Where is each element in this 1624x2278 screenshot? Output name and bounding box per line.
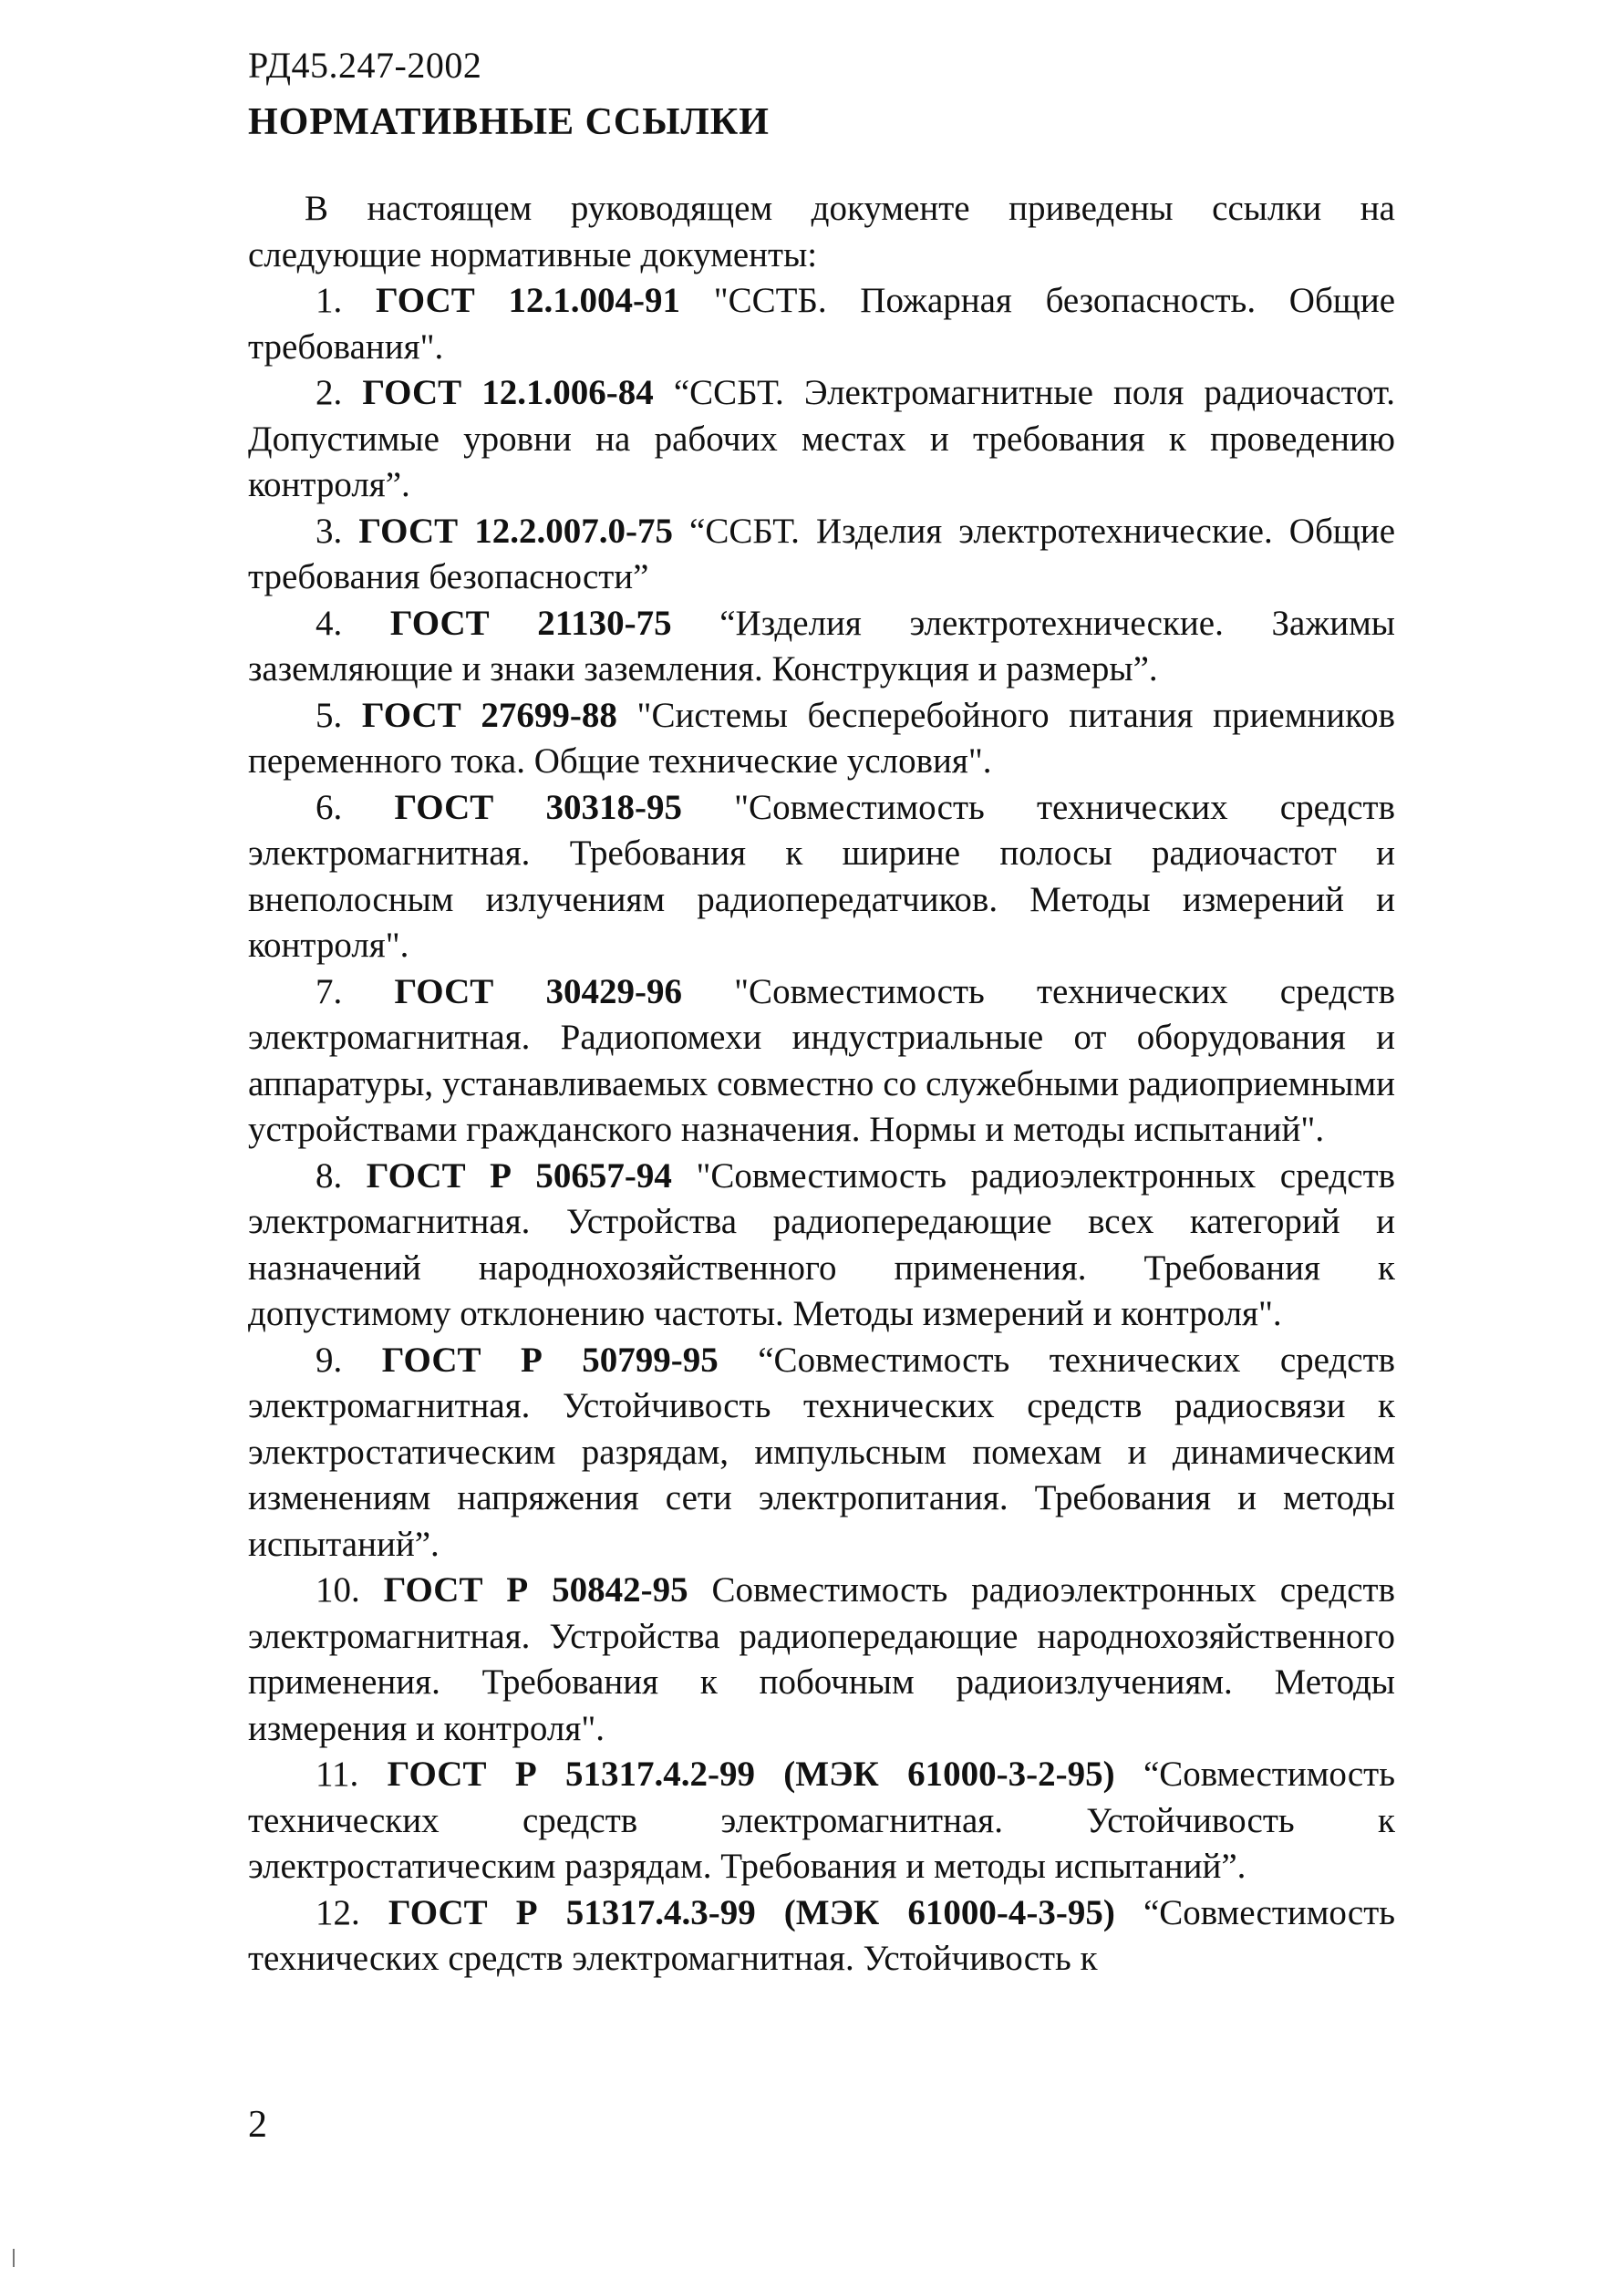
reference-item xyxy=(248,370,1395,509)
reference-title: "Совместимость технических средств электромагнитная. Радиопомехи индустриальные от оборудования и аппаратуры, устанавливаемых совместно со служебными радиоприемными устройствами гражданского назначения. Нормы и методы испытаний". xyxy=(248,971,1395,1149)
reference-code: ГОСТ 30318-95 xyxy=(394,787,682,827)
reference-item xyxy=(248,1338,1395,1569)
reference-number: 8. xyxy=(315,1155,343,1196)
reference-title: "Совместимость технических средств электромагнитная. Требования к ширине полосы радиочастот и внеполосным излучениям радиопередатчиков. Методы измерений и контроля". xyxy=(248,787,1395,965)
reference-item xyxy=(248,693,1395,785)
reference-number: 4. xyxy=(315,603,343,643)
reference-number: 11. xyxy=(315,1755,359,1794)
reference-title: “Изделия электротехнические. Зажимы заземляющие и знаки заземления. Конструкция и размеры”. xyxy=(248,603,1396,689)
reference-number: 6. xyxy=(315,787,343,827)
reference-number: 7. xyxy=(315,971,343,1011)
reference-number: 3. xyxy=(315,511,343,551)
references-body xyxy=(248,186,1395,1983)
reference-item xyxy=(248,1890,1395,1983)
reference-item xyxy=(248,1568,1395,1752)
reference-number: 9. xyxy=(315,1340,343,1380)
reference-code: ГОСТ 27699-88 xyxy=(361,695,617,735)
page-number: 2 xyxy=(248,2104,267,2146)
reference-title: "ССТБ. Пожарная безопасность. Общие требования". xyxy=(248,281,1396,367)
reference-code: ГОСТ 12.2.007.0-75 xyxy=(358,511,673,551)
reference-code: ГОСТ 12.1.006-84 xyxy=(362,373,654,412)
reference-item xyxy=(248,601,1395,693)
reference-code: ГОСТ Р 50799-95 xyxy=(381,1340,719,1380)
document-code: РД45.247-2002 xyxy=(248,45,482,86)
reference-title: “ССБТ. Электромагнитные поля радиочастот. Допустимые уровни на рабочих местах и требования к проведению контроля”. xyxy=(248,373,1396,504)
reference-item xyxy=(248,509,1395,601)
reference-code: ГОСТ Р 50657-94 xyxy=(366,1155,672,1196)
reference-title: “Совместимость технических средств электромагнитная. Устойчивость к электростатическим разрядам. Требования и методы испытаний”. xyxy=(248,1755,1396,1886)
reference-title: "Системы бесперебойного питания приемников переменного тока. Общие технические условия". xyxy=(248,695,1395,781)
reference-title: “Совместимость технических средств электромагнитная. Устойчивость технических средств радиосвязи к электростатическим разрядам, импульсным помехам и динамическим изменениям напряжения сети электропитания. Требования и методы испытаний”. xyxy=(248,1340,1396,1564)
reference-number: 12. xyxy=(315,1892,360,1932)
reference-code: ГОСТ 12.1.004-91 xyxy=(375,281,680,320)
reference-title: “ССБТ. Изделия электротехнические. Общие требования безопасности” xyxy=(248,511,1396,596)
reference-item xyxy=(248,969,1395,1154)
scan-edge-mark xyxy=(13,2249,15,2267)
reference-number: 2. xyxy=(315,373,343,412)
reference-code: ГОСТ 21130-75 xyxy=(389,603,672,643)
section-heading: НОРМАТИВНЫЕ ССЫЛКИ xyxy=(248,101,770,143)
reference-code: ГОСТ Р 50842-95 xyxy=(383,1570,688,1610)
reference-number: 10. xyxy=(315,1570,360,1610)
reference-title: Совместимость радиоэлектронных средств электромагнитная. Устройства радиопередающие народнохозяйственного применения. Требования к побочным радиоизлучениям. Методы измерения и контроля". xyxy=(248,1570,1395,1748)
reference-item xyxy=(248,1752,1395,1890)
reference-item xyxy=(248,785,1395,969)
intro-paragraph: В настоящем руководящем документе приведены ссылки на следующие нормативные документы: xyxy=(248,189,1395,274)
reference-code: ГОСТ Р 51317.4.3-99 (МЭК 61000-4-3-95) xyxy=(388,1892,1115,1932)
reference-item xyxy=(248,278,1395,370)
reference-item xyxy=(248,1154,1395,1338)
reference-number: 1. xyxy=(315,281,343,320)
reference-code: ГОСТ Р 51317.4.2-99 (МЭК 61000-3-2-95) xyxy=(387,1755,1115,1794)
reference-number: 5. xyxy=(315,695,343,735)
reference-code: ГОСТ 30429-96 xyxy=(394,971,682,1011)
reference-title: “Совместимость технических средств электромагнитная. Устойчивость к xyxy=(248,1892,1396,1978)
reference-title: "Совместимость радиоэлектронных средств электромагнитная. Устройства радиопередающие всех категорий и назначений народнохозяйственного применения. Требования к допустимому отклонению частоты. Методы измерений и контроля". xyxy=(248,1155,1396,1333)
